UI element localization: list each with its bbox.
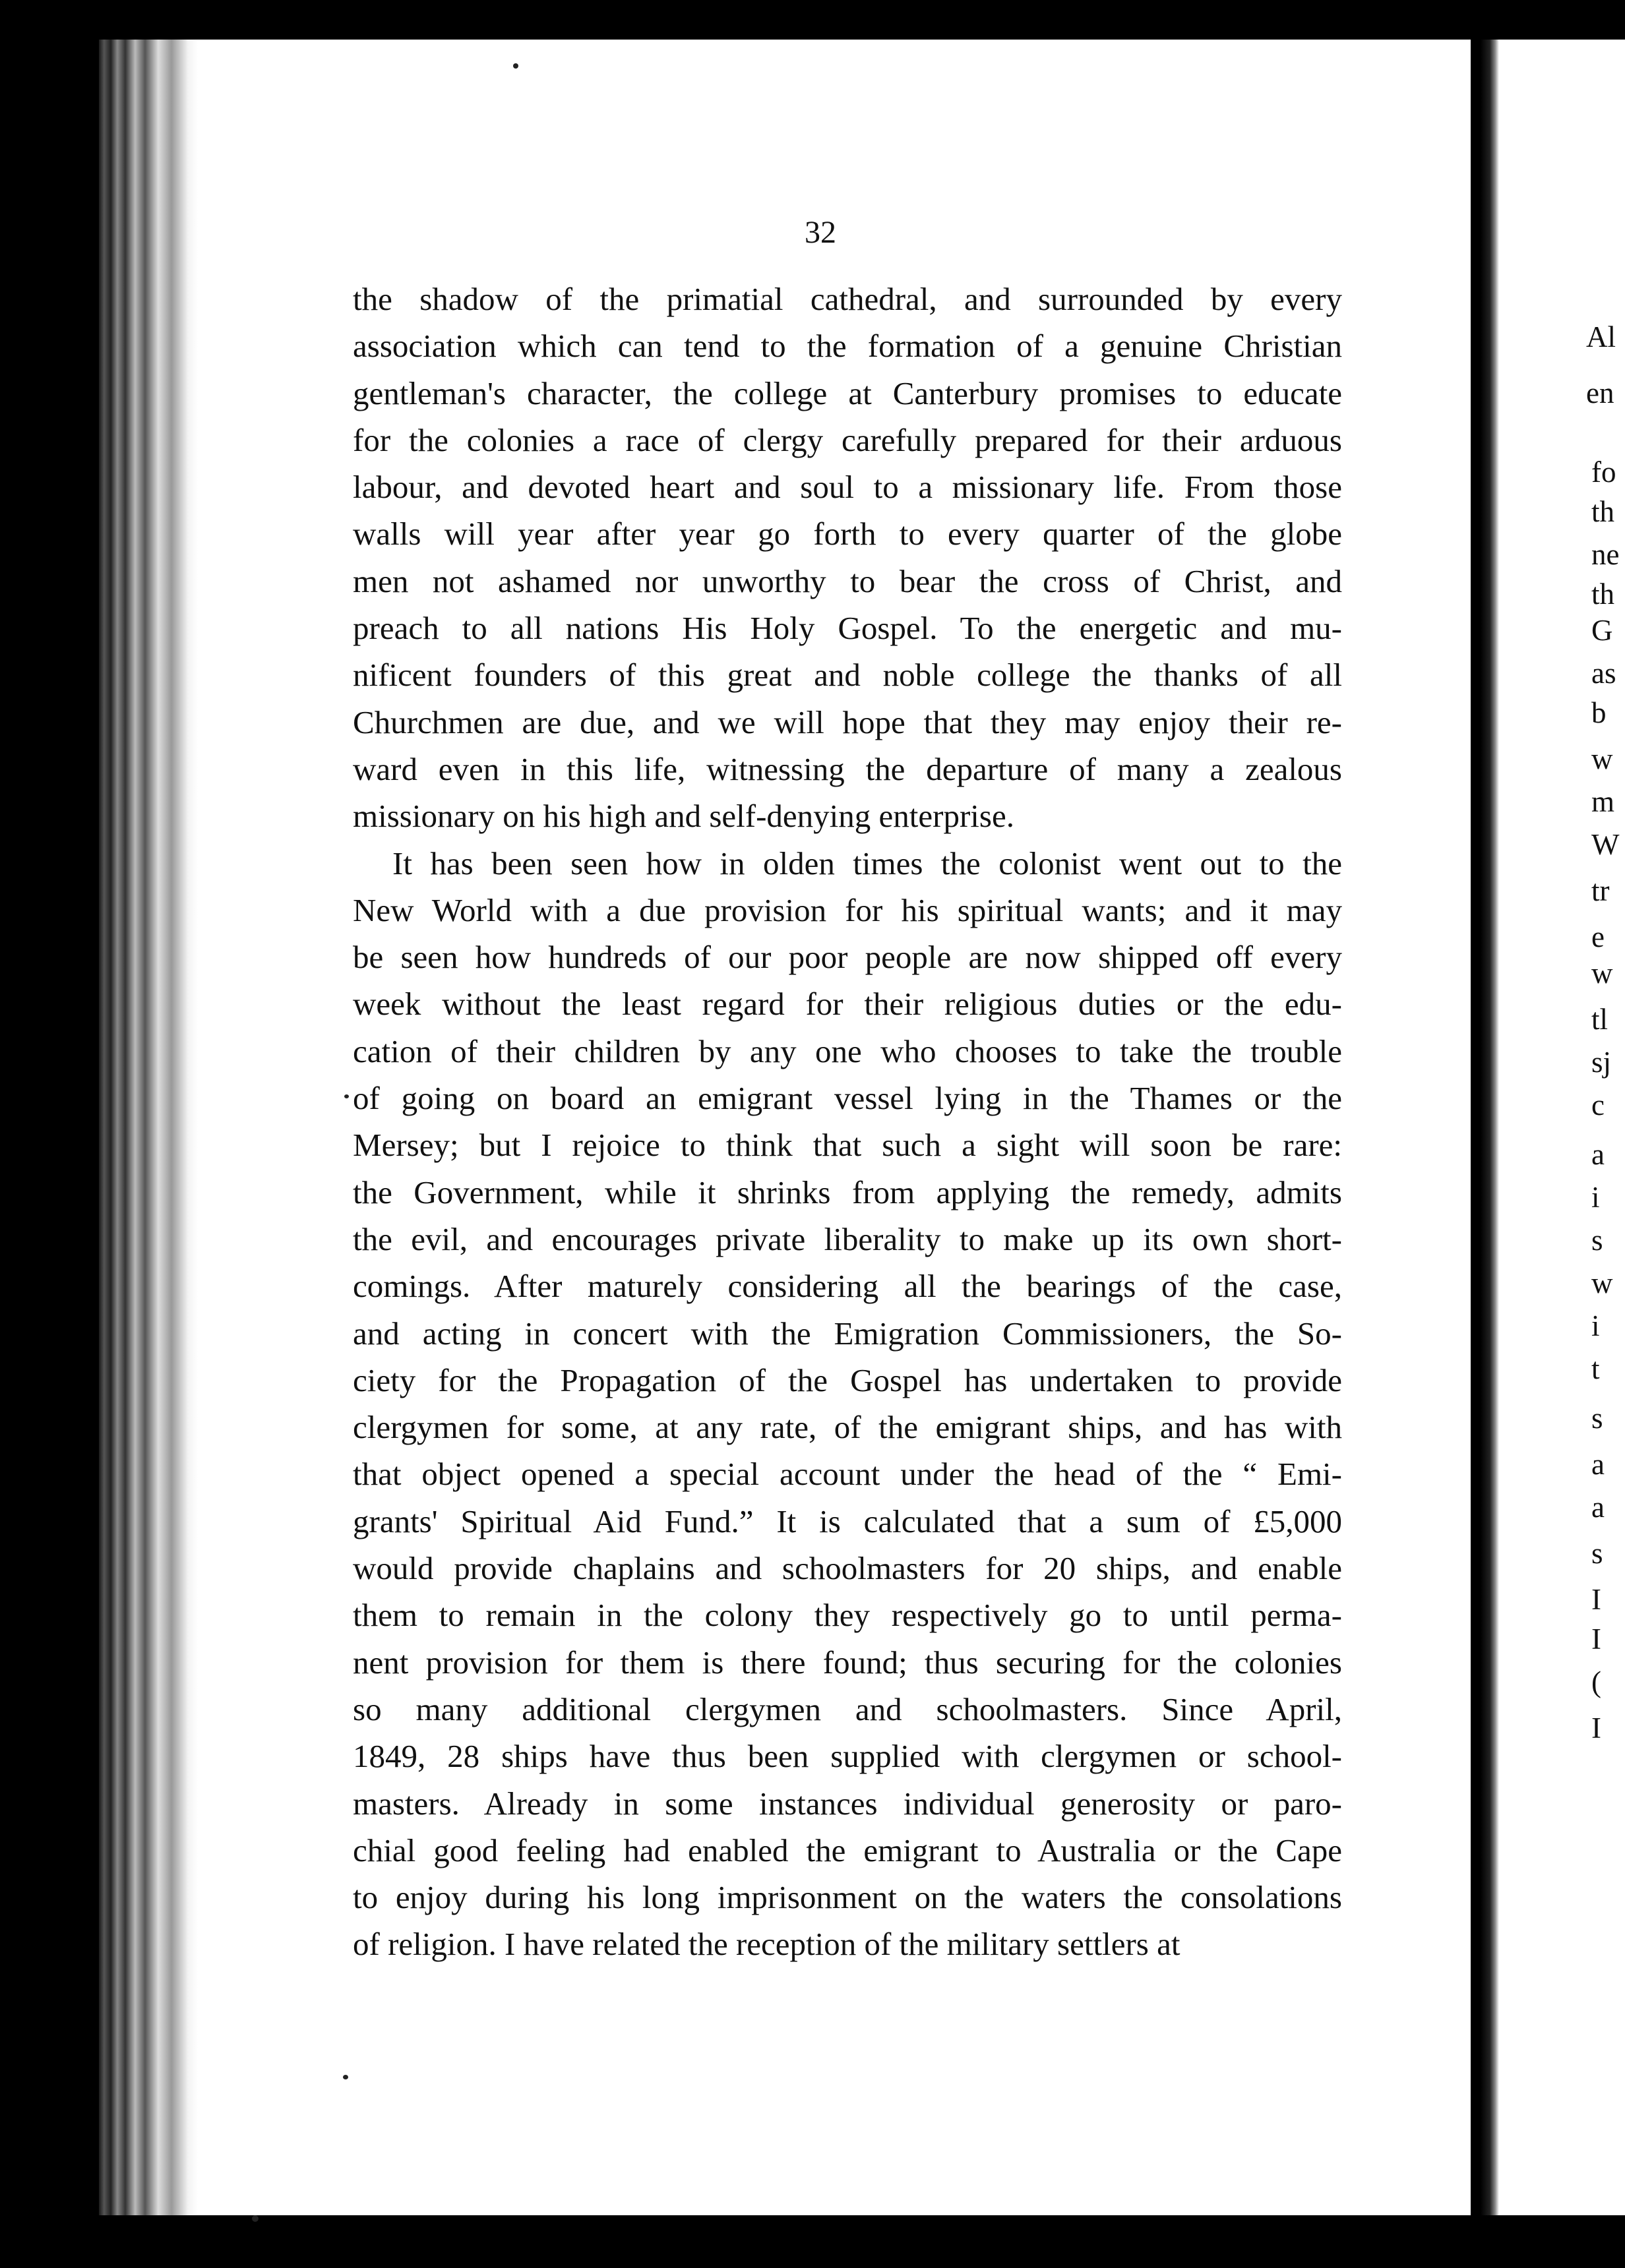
text-line: the Government, while it shrinks from applying the remedy, admits (353, 1174, 1342, 1210)
next-page-fragment: m (1591, 785, 1615, 818)
next-page-fragment: I (1591, 1583, 1601, 1616)
next-page-fragment: th (1591, 495, 1615, 528)
text-line: Mersey; but I rejoice to think that such a sight will soon be rare: (353, 1127, 1342, 1164)
text-line: clergymen for some, at any rate, of the emigrant ships, and has with (353, 1409, 1342, 1446)
text-line: ward even in this life, witnessing the departure of many a zealous (353, 750, 1342, 787)
text-line: that object opened a special account under the head of the “ Emi- (353, 1456, 1342, 1493)
next-page-fragment: I (1591, 1623, 1601, 1656)
text-line: comings. After maturely considering all the bearings of the case, (353, 1268, 1342, 1305)
next-page-fragment: a (1591, 1491, 1605, 1524)
text-line: cation of their children by any one who chooses to take the trouble (353, 1032, 1342, 1069)
text-line: association which can tend to the formation of a genuine Christian (353, 328, 1342, 365)
text-line: preach to all nations His Holy Gospel. To the energetic and mu- (353, 610, 1342, 647)
text-line: chial good feeling had enabled the emigrant to Australia or the Cape (353, 1832, 1342, 1868)
text-line: for the colonies a race of clergy carefully prepared for their arduous (353, 421, 1342, 458)
next-page-fragment: Al (1586, 320, 1616, 353)
next-page-fragment: w (1591, 742, 1613, 775)
next-page-fragment: c (1591, 1089, 1605, 1121)
next-page-fragment: i (1591, 1309, 1600, 1342)
next-page-fragment: s (1591, 1402, 1603, 1435)
scan-speck (344, 1094, 349, 1098)
next-page-fragment: sj (1591, 1046, 1612, 1079)
next-page-fragment: s (1591, 1537, 1603, 1570)
text-line: to enjoy during his long imprisonment on the waters the consolations (353, 1879, 1342, 1916)
text-line: them to remain in the colony they respectively go to until perma- (353, 1597, 1342, 1634)
next-page-fragment: th (1591, 578, 1615, 611)
next-page-edge (1481, 40, 1625, 2215)
next-page-fragment: ( (1591, 1665, 1601, 1698)
text-line: masters. Already in some instances individual generosity or paro- (353, 1785, 1342, 1822)
text-line: walls will year after year go forth to every quarter of the globe (353, 516, 1342, 552)
text-line: labour, and devoted heart and soul to a missionary life. From those (353, 469, 1342, 506)
page-number: 32 (805, 215, 836, 250)
scan-speck (343, 2075, 348, 2079)
text-line: nent provision for them is there found; thus securing for the colonies (353, 1644, 1342, 1681)
next-page-fragment: as (1591, 657, 1616, 690)
text-line: would provide chaplains and schoolmasters for 20 ships, and enable (353, 1550, 1342, 1587)
text-line: men not ashamed nor unworthy to bear the cross of Christ, and (353, 562, 1342, 599)
next-page-fragment: t (1591, 1352, 1600, 1385)
text-line: Churchmen are due, and we will hope that they may enjoy their re- (353, 703, 1342, 740)
next-page-fragment: W (1591, 828, 1620, 861)
text-line: ciety for the Propagation of the Gospel has undertaken to provide (353, 1361, 1342, 1398)
text-line: It has been seen how in olden times the colonist went out to the (392, 845, 1342, 881)
next-page-fragment: a (1591, 1448, 1605, 1481)
scan-speck (513, 63, 518, 69)
text-line: so many additional clergymen and schoolmasters. Since April, (353, 1690, 1342, 1727)
next-page-fragment: i (1591, 1181, 1600, 1214)
text-line: of going on board an emigrant vessel lying in the Thames or the (353, 1080, 1342, 1117)
text-line: grants' Spiritual Aid Fund.” It is calculated that a sum of £5,000 (353, 1503, 1342, 1539)
next-page-fragment: ne (1591, 538, 1620, 571)
next-page-fragment: e (1591, 920, 1605, 953)
next-page-fragment: en (1586, 376, 1614, 409)
next-page-fragment: tl (1591, 1003, 1609, 1036)
next-page-fragment: I (1591, 1712, 1601, 1745)
text-line: nificent founders of this great and noble college the thanks of all (353, 657, 1342, 694)
text-line: the shadow of the primatial cathedral, and surrounded by every (353, 281, 1342, 317)
next-page-fragment: fo (1591, 456, 1616, 489)
next-page-fragment: tr (1591, 874, 1610, 907)
next-page-gutter (1481, 40, 1499, 2215)
text-line: the evil, and encourages private liberality to make up its own short- (353, 1220, 1342, 1257)
next-page-fragment: w (1591, 1267, 1613, 1299)
next-page-fragment: w (1591, 957, 1613, 990)
text-line: week without the least regard for their religious duties or the edu- (353, 986, 1342, 1023)
next-page-fragment: b (1591, 696, 1607, 729)
text-line: 1849, 28 ships have thus been supplied with clergymen or school- (353, 1738, 1342, 1775)
next-page-fragment: a (1591, 1138, 1605, 1171)
scan-speck (252, 2215, 259, 2222)
text-line: be seen how hundreds of our poor people are now shipped off every (353, 939, 1342, 976)
text-line: and acting in concert with the Emigration Commissioners, the So- (353, 1315, 1342, 1352)
text-line: New World with a due provision for his spiritual wants; and it may (353, 891, 1342, 928)
next-page-fragment: s (1591, 1224, 1603, 1257)
body-text (353, 276, 1342, 1968)
next-page-fragment: G (1591, 614, 1613, 647)
text-line: missionary on his high and self-denying enterprise. (353, 798, 1014, 835)
page-edge-shading (99, 40, 198, 2215)
text-line: gentleman's character, the college at Canterbury promises to educate (353, 374, 1342, 411)
text-line: of religion. I have related the reception of the military settlers at (353, 1926, 1180, 1963)
